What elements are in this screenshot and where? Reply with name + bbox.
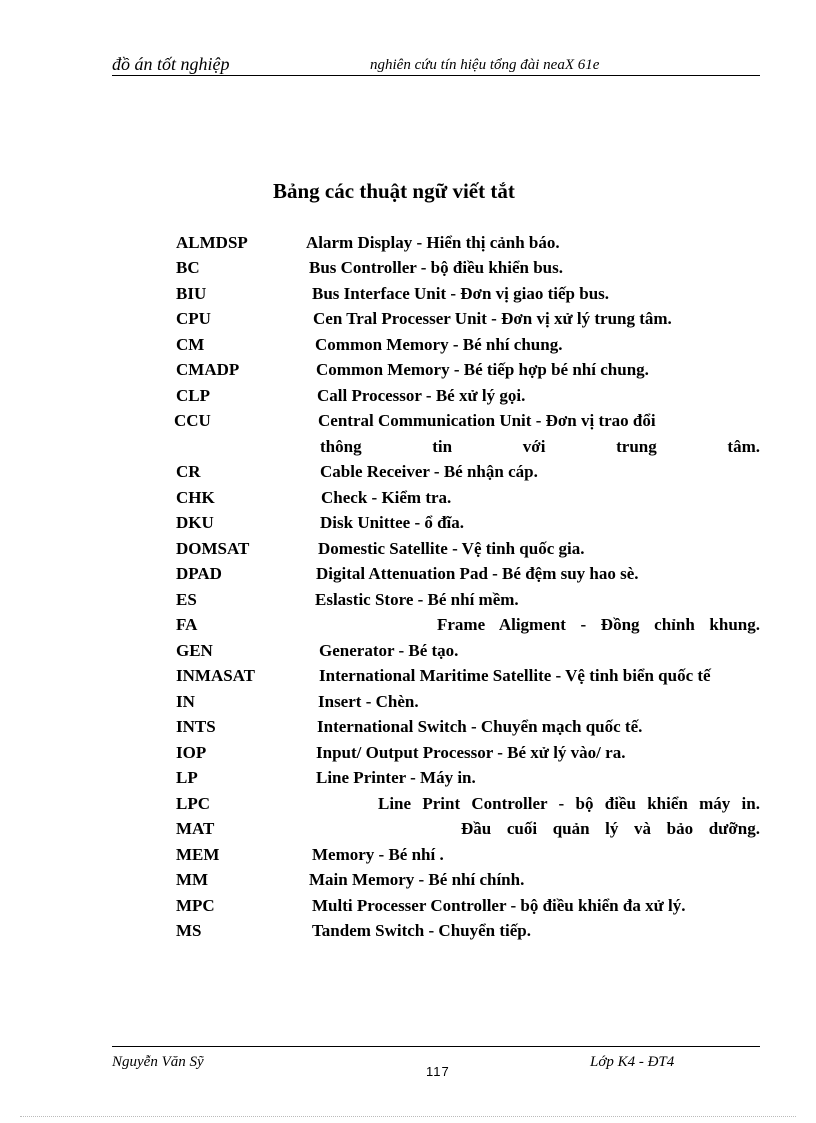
abbreviation-row [0,335,816,357]
page-number: 117 [426,1064,450,1079]
abbreviation-definition: Call Processor - Bé xử lý gọi. [317,386,526,405]
abbreviation-row [0,539,816,561]
abbreviation-term: MEM [176,845,220,864]
abbreviation-term: DPAD [176,564,222,583]
abbreviation-row [0,258,816,280]
abbreviation-term: FA [176,615,198,634]
abbreviation-row [0,845,816,867]
abbreviation-row [0,284,816,306]
abbreviation-term: IN [176,692,195,711]
abbreviation-term: ES [176,590,197,609]
abbreviation-term: LP [176,768,198,787]
abbreviation-row [0,666,816,688]
abbreviation-definition: Line Print Controller - bộ điều khiển máy in. [378,794,760,813]
header-left-text: đồ án tốt nghiệp [112,54,230,74]
header-rule [112,75,760,76]
abbreviation-row [0,437,816,459]
abbreviation-definition: thông tin với trung tâm. [320,437,760,456]
abbreviation-definition: Insert - Chèn. [318,692,419,711]
abbreviation-term: BC [176,258,200,277]
abbreviation-definition: International Maritime Satellite - Vệ tinh biển quốc tế [319,666,711,685]
abbreviation-term: DOMSAT [176,539,250,558]
abbreviation-term: CMADP [176,360,240,379]
abbreviation-term: DKU [176,513,214,532]
abbreviation-row [0,743,816,765]
abbreviation-row [0,411,816,433]
abbreviation-definition: Multi Processer Controller - bộ điều khiển đa xử lý. [312,896,686,915]
abbreviation-definition: Input/ Output Processor - Bé xử lý vào/ ra. [316,743,626,762]
abbreviation-definition: Eslastic Store - Bé nhí mềm. [315,590,519,609]
abbreviation-definition: Check - Kiểm tra. [321,488,452,507]
abbreviation-row [0,819,816,841]
abbreviation-definition: Common Memory - Bé tiếp hợp bé nhí chung. [316,360,649,379]
abbreviation-term: MPC [176,896,215,915]
abbreviation-row [0,921,816,943]
footer-class: Lớp K4 - ĐT4 [590,1054,675,1070]
abbreviation-definition: Line Printer - Máy in. [316,768,476,787]
abbreviation-row [0,233,816,255]
abbreviation-definition: Đầu cuối quản lý và bảo dưỡng. [461,819,760,838]
abbreviation-row [0,513,816,535]
page-title: Bảng các thuật ngữ viết tắt [273,179,515,203]
abbreviation-term: MS [176,921,202,940]
abbreviation-definition: Digital Attenuation Pad - Bé đệm suy hao sè. [316,564,639,583]
abbreviation-definition: Central Communication Unit - Đơn vị trao đổi [318,411,656,430]
abbreviation-term: BIU [176,284,207,303]
abbreviation-row [0,462,816,484]
abbreviation-term: CM [176,335,205,354]
abbreviation-term: CCU [174,411,211,430]
abbreviation-row [0,641,816,663]
header-center-text: nghiên cứu tín hiệu tổng đài neaX 61e [370,57,600,73]
abbreviation-definition: Cable Receiver - Bé nhận cáp. [320,462,538,481]
abbreviation-term: GEN [176,641,213,660]
abbreviation-row [0,896,816,918]
abbreviation-row [0,870,816,892]
abbreviation-definition: Main Memory - Bé nhí chính. [309,870,525,889]
abbreviation-definition: Common Memory - Bé nhí chung. [315,335,563,354]
abbreviation-definition: Memory - Bé nhí . [312,845,444,864]
footer-author: Nguyễn Văn Sỹ [112,1054,204,1070]
abbreviation-row [0,360,816,382]
abbreviation-row [0,768,816,790]
abbreviation-term: INMASAT [176,666,256,685]
abbreviation-definition: Frame Aligment - Đồng chỉnh khung. [437,615,760,634]
abbreviation-row [0,590,816,612]
abbreviation-row [0,488,816,510]
abbreviation-definition: Tandem Switch - Chuyển tiếp. [312,921,531,940]
abbreviation-row [0,615,816,637]
abbreviation-row [0,309,816,331]
abbreviation-term: MAT [176,819,215,838]
abbreviation-definition: Generator - Bé tạo. [319,641,459,660]
abbreviation-definition: International Switch - Chuyển mạch quốc tế. [317,717,643,736]
abbreviation-definition: Disk Unittee - ổ đĩa. [320,513,465,532]
abbreviation-term: ALMDSP [176,233,248,252]
abbreviation-row [0,794,816,816]
abbreviation-row [0,386,816,408]
abbreviation-row [0,692,816,714]
abbreviation-term: CHK [176,488,215,507]
abbreviation-definition: Domestic Satellite - Vệ tinh quốc gia. [318,539,585,558]
abbreviation-definition: Bus Interface Unit - Đơn vị giao tiếp bus. [312,284,610,303]
abbreviation-definition: Bus Controller - bộ điều khiển bus. [309,258,563,277]
abbreviation-term: CPU [176,309,211,328]
abbreviation-term: CR [176,462,201,481]
abbreviation-term: MM [176,870,209,889]
abbreviation-term: IOP [176,743,207,762]
abbreviation-row [0,717,816,739]
abbreviation-term: CLP [176,386,210,405]
abbreviation-term: LPC [176,794,210,813]
abbreviation-definition: Alarm Display - Hiển thị cảnh báo. [306,233,560,252]
footer-rule [112,1046,760,1047]
abbreviation-term: INTS [176,717,216,736]
abbreviation-definition: Cen Tral Processer Unit - Đơn vị xử lý trung tâm. [313,309,672,328]
abbreviation-row [0,564,816,586]
page-bottom-dotted-line [20,1116,796,1117]
